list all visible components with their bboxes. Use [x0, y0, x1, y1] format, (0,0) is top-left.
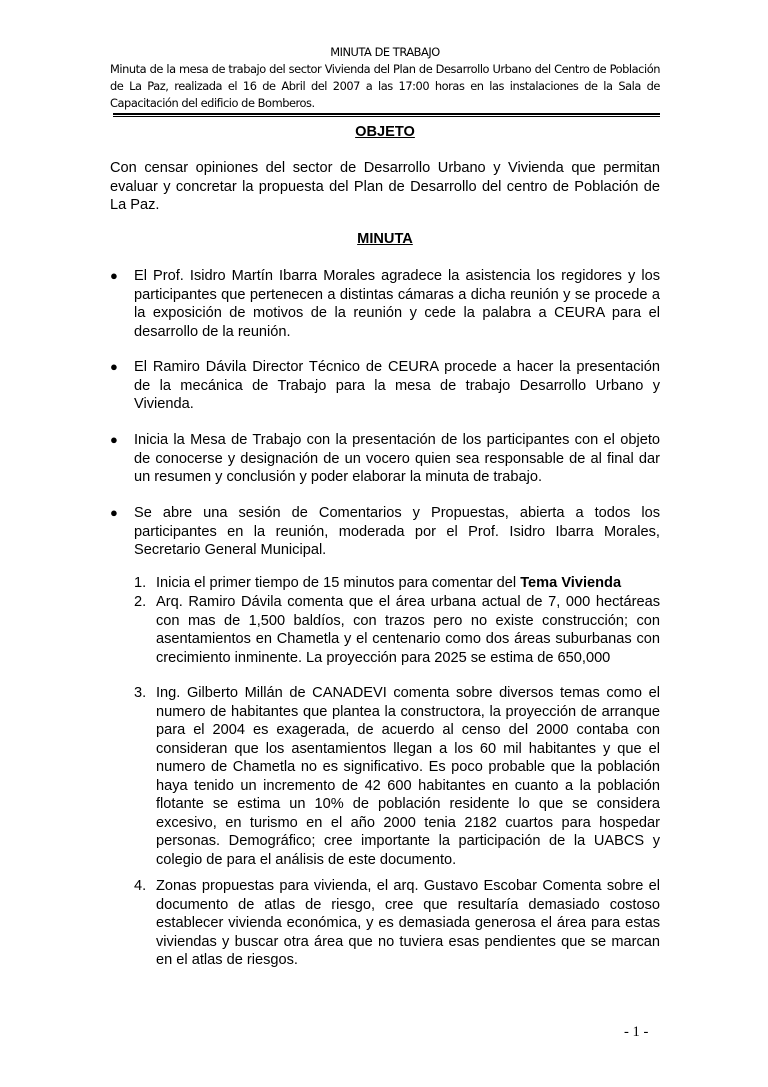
list-item-text: Se abre una sesión de Comentarios y Propuestas, abierta a todos los participantes en la reunión, moderada por el Prof. Isidro Ibarra Morales, Secretario General Municipal. — [134, 505, 660, 558]
page-number: - 1 - — [624, 1024, 649, 1040]
bullet-icon: ● — [110, 268, 118, 283]
list-item-text: Inicia la Mesa de Trabajo con la presentación de los participantes con el objeto de conocerse y designación de un vocero quien sea responsable de al final dar un resumen y conclusión y poder elaborar la minuta de trabajo. — [134, 432, 660, 485]
list-item — [110, 358, 660, 414]
page-header — [110, 44, 660, 112]
header-title: MINUTA DE TRABAJO — [330, 45, 440, 59]
numbered-item — [134, 684, 660, 869]
numbered-item-text: Ing. Gilberto Millán de CANADEVI comenta sobre diversos temas como el numero de habitantes que plantea la constructora, la proyección de arranque para el 2004 es exagerada, de acuerdo al censo del 2000 contaba con consideran que los asentamientos llegan a los 60 mil habitantes y que el numero de Chametla no es significativo. Es poco probable que la población haya tenido un incremento de 42 600 habitantes en cuanto a la población flotante se estima un 10% de población residente lo que se considera excesivo, en turismo en el año 2000 tenia 2182 cuartos para hospedar personas. Demográfico; cree importante la participación de la UABCS y colegio de para el análisis de este documento. — [156, 685, 660, 868]
numbered-item-label: 2. — [134, 594, 147, 610]
list-item-text: El Ramiro Dávila Director Técnico de CEURA procede a hacer la presentación de la mecánica de Trabajo para la mesa de trabajo Desarrollo Urbano y Vivienda. — [134, 359, 660, 412]
objeto-heading: OBJETO — [355, 124, 415, 140]
minuta-heading: MINUTA — [357, 231, 413, 247]
list-item — [110, 431, 660, 487]
numbered-item-text: Arq. Ramiro Dávila comenta que el área urbana actual de 7, 000 hectáreas con mas de 1,500 baldíos, con trazos pero no existe construcción; con asentamientos en Chametla y el centenario como dos áreas suburbanas con crecimiento inminente. La proyección para 2025 se estima de 650,000 — [156, 594, 660, 666]
header-description: Minuta de la mesa de trabajo del sector Vivienda del Plan de Desarrollo Urbano del Centro de Población de La Paz, realizada el 16 de Abril del 2007 a las 17:00 horas en las instalaciones de la Sala de Capacitación del edificio de Bomberos. — [110, 62, 660, 110]
header-divider — [113, 113, 660, 117]
numbered-item-label: 4. — [134, 878, 147, 894]
list-item — [110, 267, 660, 341]
bullet-icon: ● — [110, 432, 118, 447]
list-item-text: El Prof. Isidro Martín Ibarra Morales agradece la asistencia los regidores y los participantes que pertenecen a distintas cámaras a dicha reunión y se procede a la exposición de motivos de la reunión y cede la palabra a CEURA para el desarrollo de la reunión. — [134, 268, 660, 340]
list-item — [110, 504, 660, 560]
numbered-item — [134, 877, 660, 970]
numbered-item-text: Inicia el primer tiempo de 15 minutos para comentar del — [156, 575, 521, 591]
numbered-item — [134, 593, 660, 667]
numbered-item-text: Zonas propuestas para vivienda, el arq. Gustavo Escobar Comenta sobre el documento de atlas de riesgo, cree que resultaría demasiado costoso establecer vivienda económica, y es demasiada generosa el área para estas viviendas y buscar otra área que no tuviera esas pendientes que se marcan en el atlas de riesgos. — [156, 878, 660, 968]
objeto-text: Con censar opiniones del sector de Desarrollo Urbano y Vivienda que permitan evaluar y concretar la propuesta del Plan de Desarrollo del centro de Población de La Paz. — [110, 160, 660, 213]
bullet-icon: ● — [110, 505, 118, 520]
bullet-icon: ● — [110, 359, 118, 374]
numbered-item-label: 1. — [134, 575, 147, 591]
tema-vivienda-label: Tema Vivienda — [520, 575, 622, 591]
numbered-item — [134, 574, 660, 593]
numbered-item-label: 3. — [134, 685, 147, 701]
